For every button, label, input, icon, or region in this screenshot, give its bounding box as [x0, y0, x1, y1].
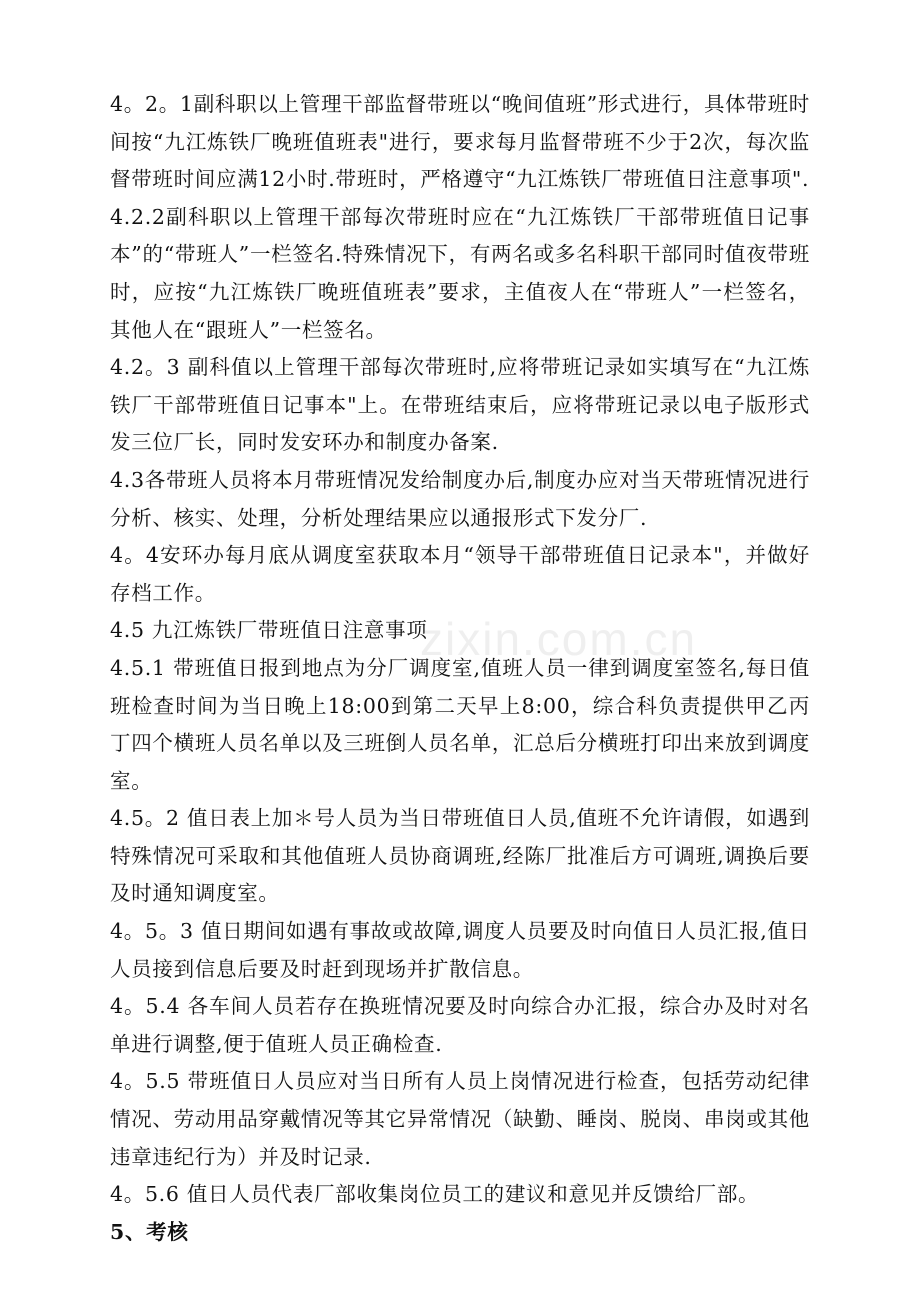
paragraph-4-5-3: 4。5。3 值日期间如遇有事故或故障,调度人员要及时向值日人员汇报,值日人员接到信息后要及时赶到现场并扩散信息。 [110, 919, 810, 981]
paragraph-4-5-5: 4。5.5 带班值日人员应对当日所有人员上岗情况进行检查，包括劳动纪律情况、劳动用品穿戴情况等其它异常情况（缺勤、睡岗、脱岗、串岗或其他违章违纪行为）并及时记录. [110, 1069, 810, 1169]
paragraph-4-2-1: 4。2。1副科职以上管理干部监督带班以“晚间值班”形式进行，具体带班时间按“九江炼铁厂晚班值班表"进行，要求每月监督带班不少于2次，每次监督带班时间应满12小时.带班时，严格遵守“九江炼铁厂带班值日注意事项". [110, 92, 810, 192]
paragraph-4-5-6: 4。5.6 值日人员代表厂部收集岗位员工的建议和意见并反馈给厂部。 [110, 1182, 760, 1207]
paragraph-4-3: 4.3各带班人员将本月带班情况发给制度办后,制度办应对当天带班情况进行分析、核实、处理，分析处理结果应以通报形式下发分厂. [110, 467, 810, 530]
paragraph-4-2-2: 4.2.2副科职以上管理干部每次带班时应在“九江炼铁厂干部带班值日记事本”的“带班人”一栏签名.特殊情况下，有两名或多名科职干部同时值夜带班时，应按“九江炼铁厂晚班值班表”要求，主值夜人在“带班人”一栏签名，其他人在“跟班人”一栏签名。 [110, 204, 810, 342]
section-heading-assessment: 5、考核 [110, 1219, 189, 1244]
document-body [110, 86, 810, 1251]
paragraph-4-5-2: 4.5。2 值日表上加＊号人员为当日带班值日人员,值班不允许请假，如遇到特殊情况可采取和其他值班人员协商调班,经陈厂批准后方可调班,调换后要及时通知调度室。 [110, 806, 810, 906]
paragraph-4-5-title: 4.5 九江炼铁厂带班值日注意事项 [110, 618, 428, 643]
paragraph-4-5-4: 4。5.4 各车间人员若存在换班情况要及时向综合办汇报，综合办及时对名单进行调整,便于值班人员正确检查. [110, 994, 810, 1056]
paragraph-4-4: 4。4安环办每月底从调度室获取本月“领导干部带班值日记录本"，并做好存档工作。 [110, 543, 810, 605]
watermark: zixin.com.cn [420, 613, 698, 665]
paragraph-4-5-1: 4.5.1 带班值日报到地点为分厂调度室,值班人员一律到调度室签名,每日值班检查时间为当日晚上18:00到第二天早上8:00，综合科负责提供甲乙丙丁四个横班人员名单以及三班倒人员名单，汇总后分横班打印出来放到调度室。 [110, 655, 810, 793]
paragraph-4-2-3: 4.2。3 副科值以上管理干部每次带班时,应将带班记录如实填写在“九江炼铁厂干部带班值日记事本"上。在带班结束后，应将带班记录以电子版形式发三位厂长，同时发安环办和制度办备案. [110, 355, 810, 455]
